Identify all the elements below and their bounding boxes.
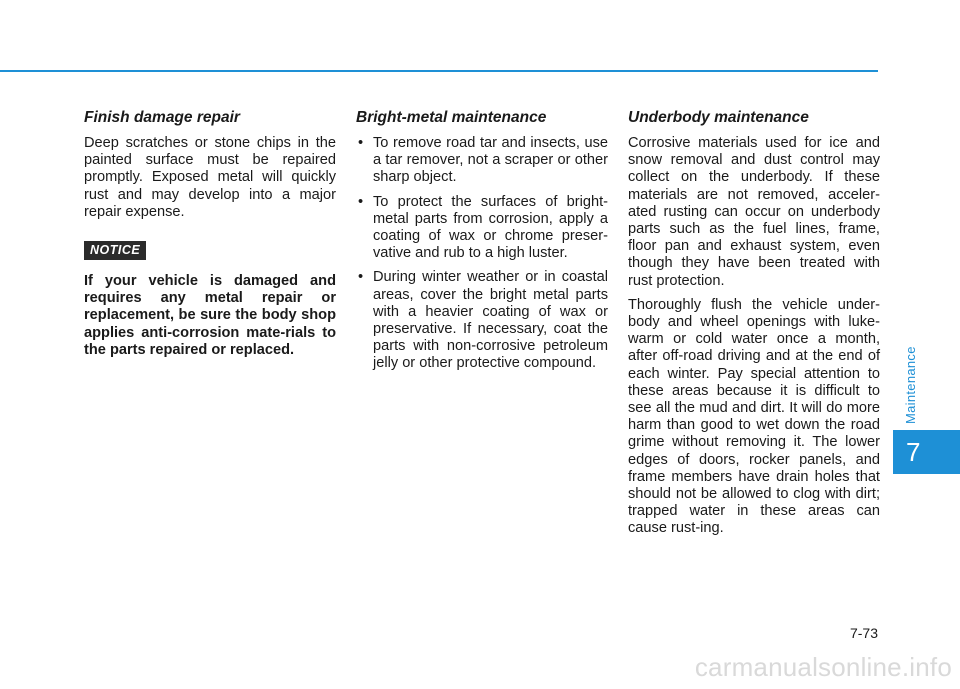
notice-text: If your vehicle is damaged and requires any metal repair or replacement, be sure the body shop applies anti-corrosion mate-rials to the parts repaired or replaced. — [84, 273, 336, 358]
page-number: 7-73 — [849, 625, 878, 641]
chapter-section-label: Maintenance — [903, 346, 918, 424]
underbody-paragraph: Thoroughly flush the vehicle under-body and wheel openings with luke-warm or cold water once a month, after off-road driving and at the end of each winter. Pay special attention to these areas because it is difficult to see all the mud and dirt. It will do more harm than good to wet down the road grime without removing it. The lower edges of doors, rocker panels, and frame members have drain holes that should not be allowed to clog with dirt; trapped water in these areas can cause rust-ing. — [628, 296, 880, 537]
underbody-paragraph: Corrosive materials used for ice and snow removal and dust control may collect on the underbody. If these materials are not removed, acceler-ated rusting can occur on underbody parts such as the fuel lines, frame, floor pan and exhaust system, even though they have been treated with rust protection. — [628, 135, 880, 289]
underbody-section — [628, 108, 880, 545]
notice-badge: NOTICE — [84, 241, 146, 260]
list-item — [356, 269, 608, 372]
watermark-text: carmanualsonline.info — [694, 652, 952, 682]
bullet-icon: • — [358, 269, 364, 286]
header-rule — [0, 70, 878, 72]
list-item-text: During winter weather or in coastal areas, cover the bright metal parts with a heavier coating of wax or preservative. If necessary, coat the parts with non-corrosive petroleum jelly or other protective compound. — [373, 269, 608, 372]
underbody-heading: Underbody maintenance — [628, 109, 809, 126]
chapter-number-tab: 7 — [893, 430, 960, 474]
list-item-text: To protect the surfaces of bright-metal parts from corrosion, apply a coating of wax or chrome preser-vative and rub to a high luster. — [373, 193, 608, 262]
finish-damage-section — [84, 108, 336, 359]
finish-damage-heading: Finish damage repair — [84, 109, 240, 126]
bright-metal-section — [356, 108, 608, 380]
finish-damage-paragraph: Deep scratches or stone chips in the painted surface must be repaired promptly. Exposed metal will quickly rust and may develop into a major repair expense. — [84, 135, 336, 220]
bright-metal-heading: Bright-metal maintenance — [356, 109, 547, 126]
list-item-text: To remove road tar and insects, use a tar remover, not a scraper or other sharp object. — [373, 135, 608, 186]
bright-metal-list — [356, 135, 608, 373]
list-item — [356, 194, 608, 263]
bullet-icon: • — [358, 193, 364, 210]
list-item — [356, 135, 608, 187]
bullet-icon: • — [358, 135, 364, 151]
